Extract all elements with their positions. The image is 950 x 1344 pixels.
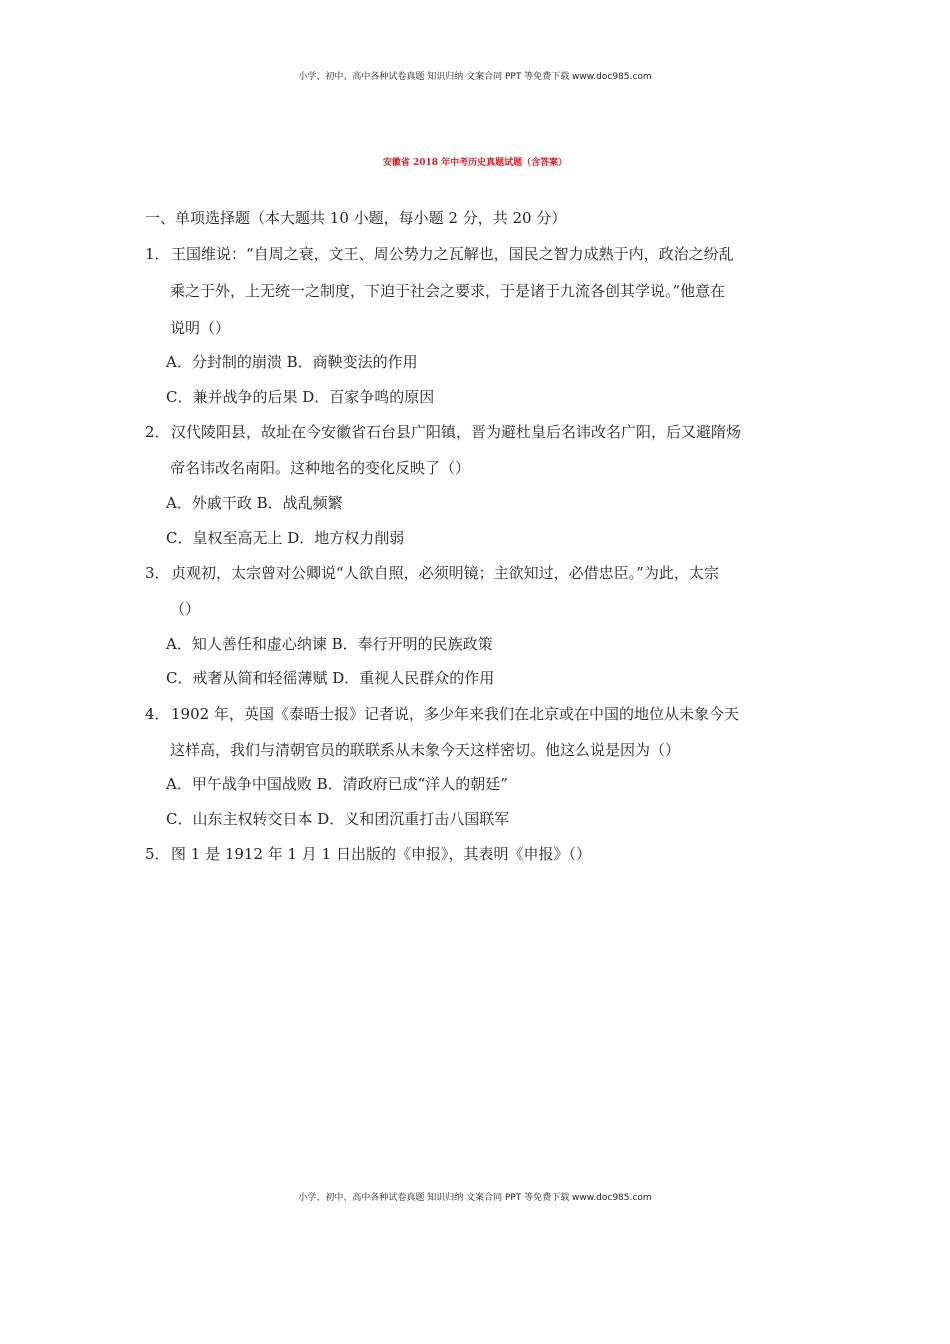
question-2-number: 2．: [145, 423, 170, 441]
question-3-number: 3．: [145, 564, 170, 582]
question-3-text-line-2: （）: [170, 600, 201, 618]
question-4-options-ab: A．甲午战争中国战败 B．清政府已成“洋人的朝廷”: [166, 775, 508, 793]
question-5-number: 5．: [145, 845, 170, 863]
question-2-text-line-2: 帝名讳改名南阳。这种地名的变化反映了（）: [170, 459, 471, 477]
question-4-text-line-2: 这样高，我们与清朝官员的联联系从未象今天这样密切。他这么说是因为（）: [170, 741, 681, 759]
question-1-text-line-2: 乘之于外，上无统一之制度，下迫于社会之要求，于是诸于九流各创其学说。”他意在: [170, 282, 726, 300]
question-1-options-ab: A．分封制的崩溃 B．商鞅变法的作用: [166, 353, 418, 371]
question-4-number: 4．: [145, 705, 170, 723]
question-3-options-ab: A．知人善任和虚心纳谏 B．奉行开明的民族政策: [166, 635, 493, 653]
document-title: 安徽省 2018 年中考历史真题试题（含答案）: [382, 158, 568, 168]
question-1-text-line-1: 王国维说：“自周之衰，文王、周公势力之瓦解也，国民之智力成熟于内，政治之纷乱: [171, 245, 734, 263]
question-5-text-line-1: 图 1 是 1912 年 1 月 1 日出版的《申报》，其表明《申报》（）: [171, 845, 591, 863]
question-3-options-cd: C．戒奢从简和轻徭薄赋 D．重视人民群众的作用: [166, 669, 495, 687]
page-footer: 小学、初中、高中各种试卷真题 知识归纳 文案合同 PPT 等免费下载 www.doc985.com: [298, 1193, 652, 1203]
question-4-text-line-1: 1902 年，英国《泰晤士报》记者说，多少年来我们在北京或在中国的地位从未象今天: [171, 705, 739, 723]
question-1-options-cd: C．兼并战争的后果 D．百家争鸣的原因: [166, 388, 435, 406]
question-4-options-cd: C．山东主权转交日本 D．义和团沉重打击八国联军: [166, 810, 510, 828]
question-2-options-cd: C．皇权至高无上 D．地方权力削弱: [166, 529, 405, 547]
page-header: 小学、初中、高中各种试卷真题 知识归纳 文案合同 PPT 等免费下载 www.doc985.com: [298, 72, 652, 82]
section-heading: 一、单项选择题（本大题共 10 小题，每小题 2 分，共 20 分）: [145, 209, 567, 227]
question-1-number: 1．: [145, 245, 170, 263]
question-3-text-line-1: 贞观初，太宗曾对公卿说“人欲自照，必须明镜；主欲知过，必借忠臣。”为此，太宗: [171, 564, 719, 582]
question-2-text-line-1: 汉代陵阳县，故址在今安徽省石台县广阳镇，晋为避杜皇后名讳改名广阳，后又避隋炀: [171, 423, 742, 441]
question-1-text-line-3: 说明（）: [170, 319, 231, 337]
question-2-options-ab: A．外戚干政 B．战乱频繁: [166, 494, 343, 512]
